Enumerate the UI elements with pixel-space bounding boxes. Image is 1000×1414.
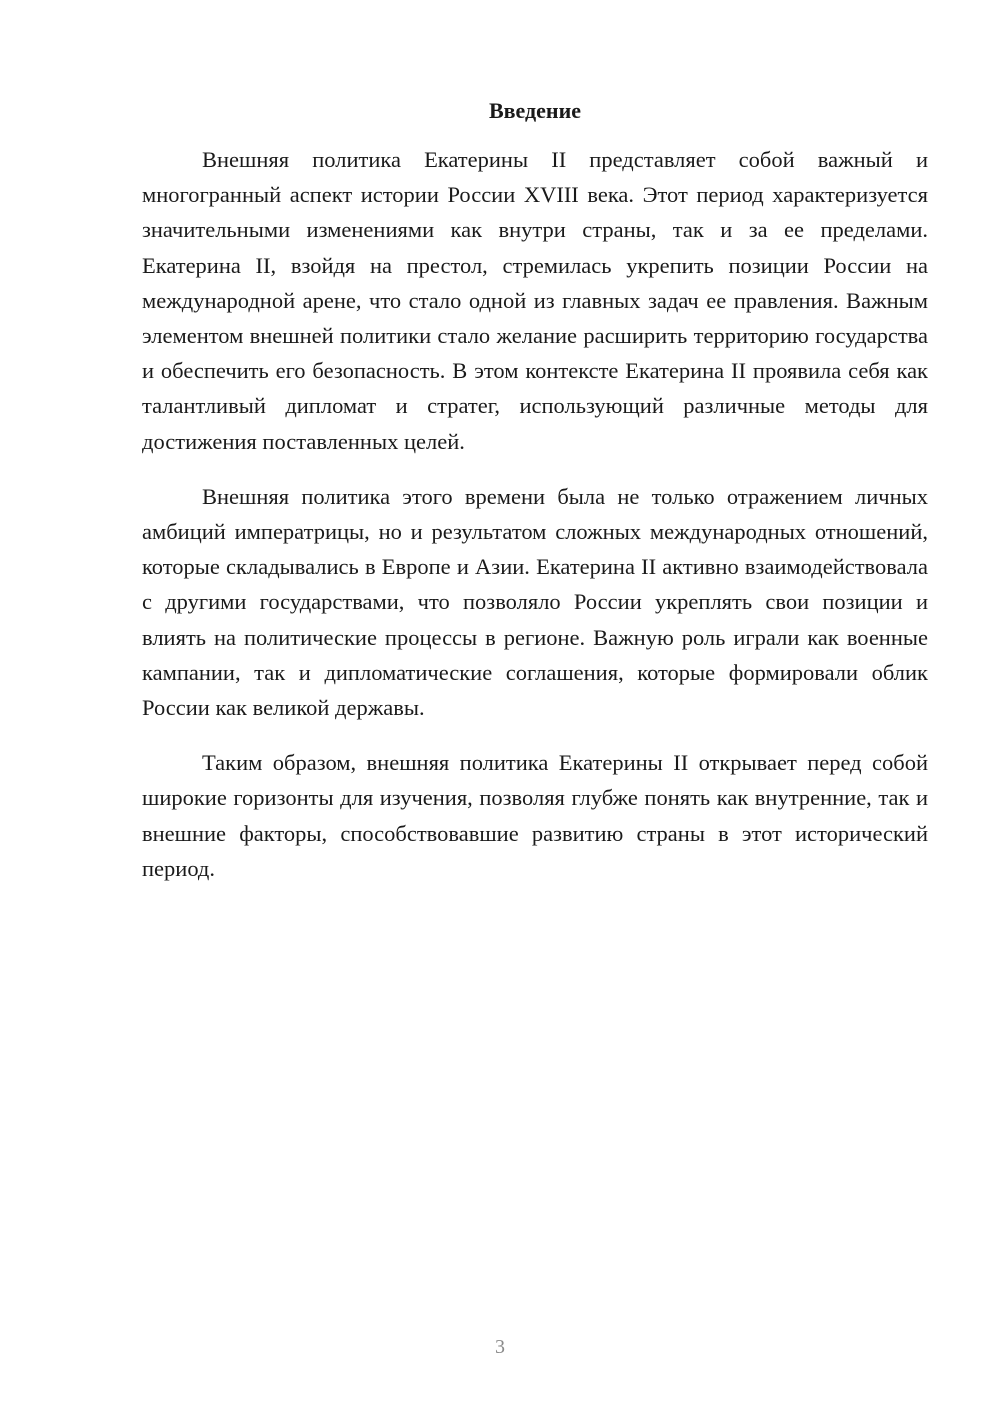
page-number: 3 [495,1336,505,1358]
paragraph-2: Внешняя политика этого времени была не только отражением личных амбиций императрицы, но и результатом сложных международных отношений, которые складывались в Европе и Азии. Екатерина II активно взаимодействовала с другими государствами, что позволяло России укреплять свои позиции и влиять на политические процессы в регионе. Важную роль играли как военные кампании, так и дипломатические соглашения, которые формировали облик России как великой державы. [142,483,928,721]
paragraph-3: Таким образом, внешняя политика Екатерины II открывает перед собой широкие горизонты для изучения, позволяя глубже понять как внутренние, так и внешние факторы, способствовавшие развитию страны в этот исторический период. [142,750,928,881]
section-heading: Введение [488,98,582,123]
body-text [142,142,928,906]
paragraph-1: Внешняя политика Екатерины II представляет собой важный и многогранный аспект истории России XVIII века. Этот период характеризуется значительными изменениями как внутри страны, так и за ее пределами. Екатерина II, взойдя на престол, стремилась укрепить позиции России на международной арене, что стало одной из главных задач ее правления. Важным элементом внешней политики стало желание расширить территорию государства и обеспечить его безопасность. В этом контексте Екатерина II проявила себя как талантливый дипломат и стратег, использующий различные методы для достижения поставленных целей. [142,147,928,454]
